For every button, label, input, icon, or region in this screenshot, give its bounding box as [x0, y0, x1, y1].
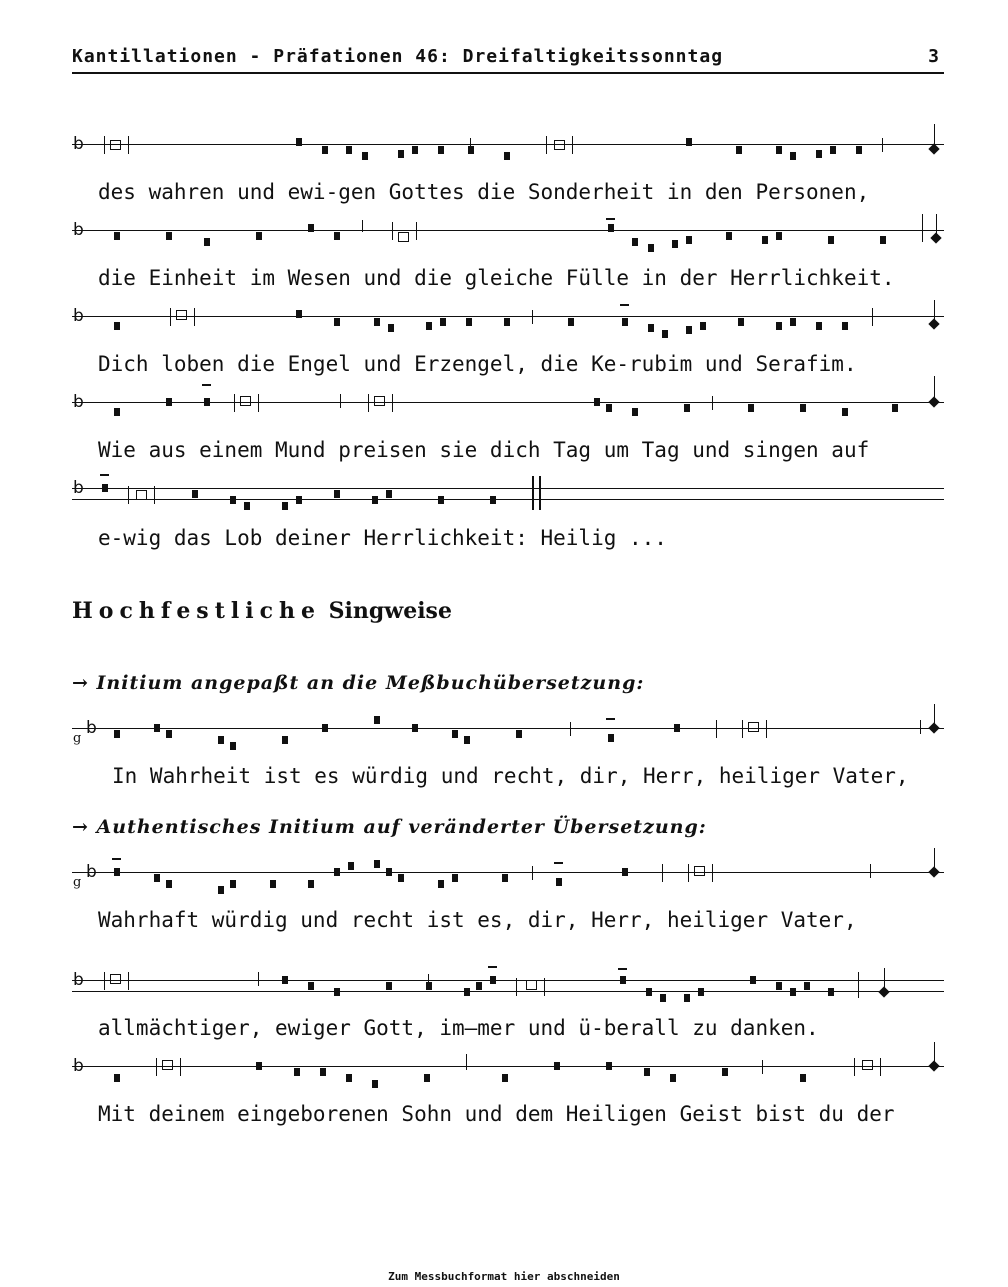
bar-line	[170, 308, 171, 326]
bar-line	[766, 720, 767, 738]
note	[700, 322, 706, 330]
note	[438, 146, 444, 154]
end-note	[928, 318, 939, 329]
episema	[620, 304, 629, 306]
note	[374, 716, 380, 724]
bar-line	[234, 394, 235, 412]
bar-line	[882, 138, 883, 152]
staff-line	[72, 991, 944, 992]
bar-line	[104, 136, 105, 154]
staff-line	[72, 728, 944, 729]
staff-7	[72, 864, 944, 894]
box-note	[176, 310, 187, 320]
note	[504, 152, 510, 160]
bar-line	[920, 720, 921, 734]
note	[308, 224, 314, 232]
note	[114, 322, 120, 330]
note	[346, 146, 352, 154]
note	[296, 496, 302, 504]
staff-line	[72, 980, 944, 981]
flat-sign: b	[73, 220, 84, 240]
note	[476, 982, 482, 990]
note	[684, 404, 690, 412]
lyric-line-5: e-wig das Lob deiner Herrlichkeit: Heilig ...	[98, 526, 667, 550]
note	[804, 982, 810, 990]
lyric-line-4: Wie aus einem Mund preisen sie dich Tag um Tag und singen auf	[98, 438, 870, 462]
lyric-festive-4: Mit deinem eingeborenen Sohn und dem Heiligen Geist bist du der	[98, 1102, 895, 1126]
note	[412, 724, 418, 732]
note	[686, 326, 692, 334]
staff-2	[72, 222, 944, 252]
note	[438, 880, 444, 888]
note	[662, 330, 668, 338]
note	[466, 318, 472, 326]
note	[452, 730, 458, 738]
end-note	[928, 722, 939, 733]
note	[346, 1074, 352, 1082]
bar-line	[716, 720, 717, 738]
bar-line	[854, 1058, 855, 1076]
note	[594, 398, 600, 406]
note	[282, 502, 288, 510]
note	[438, 496, 444, 504]
bar-line	[392, 222, 393, 240]
note	[230, 496, 236, 504]
note	[776, 232, 782, 240]
episema	[100, 474, 109, 476]
episema	[606, 718, 615, 720]
header-title: Kantillationen - Präfationen 46: Dreifaltigkeitssonntag	[72, 46, 724, 67]
lyric-festive-2: Wahrhaft würdig und recht ist es, dir, Herr, heiliger Vater,	[98, 908, 857, 932]
bar-line	[872, 308, 873, 326]
staff-line	[72, 144, 944, 145]
note	[800, 404, 806, 412]
bar-line	[154, 486, 155, 504]
box-note	[240, 396, 251, 406]
staff-9	[72, 1058, 944, 1088]
staff-line	[72, 499, 944, 500]
note	[334, 868, 340, 876]
note	[606, 404, 612, 412]
bar-line	[858, 972, 859, 998]
note	[386, 868, 392, 876]
note	[830, 146, 836, 154]
flat-sign: b	[86, 718, 97, 738]
note	[440, 318, 446, 326]
bar-line	[340, 394, 341, 408]
note	[468, 146, 474, 154]
note	[606, 1062, 612, 1070]
note	[554, 1062, 560, 1070]
note	[464, 988, 470, 996]
lyric-line-1: des wahren und ewi-gen Gottes die Sonderheit in den Personen,	[98, 180, 870, 204]
note	[372, 496, 378, 504]
note	[464, 736, 470, 744]
note	[412, 146, 418, 154]
note	[270, 880, 276, 888]
note	[790, 152, 796, 160]
bar-line	[544, 978, 545, 996]
box-note	[374, 396, 385, 406]
bar-line	[470, 138, 471, 152]
box-note	[162, 1060, 173, 1070]
box-note	[526, 980, 537, 990]
note	[762, 236, 768, 244]
staff-line	[72, 230, 944, 231]
note	[644, 1068, 650, 1076]
staff-4	[72, 394, 944, 424]
lyric-line-2: die Einheit im Wesen und die gleiche Fülle in der Herrlichkeit.	[98, 266, 895, 290]
end-note	[928, 866, 939, 877]
note	[622, 318, 628, 326]
flat-sign: b	[73, 134, 84, 154]
episema	[202, 384, 211, 386]
staff-6	[72, 720, 944, 750]
note	[308, 982, 314, 990]
note	[648, 324, 654, 332]
note	[296, 138, 302, 146]
end-note	[928, 143, 939, 154]
note	[374, 318, 380, 326]
staff-line	[72, 1066, 944, 1067]
double-bar	[532, 476, 541, 510]
note	[856, 146, 862, 154]
episema	[112, 858, 121, 860]
bar-line	[104, 972, 105, 990]
note	[698, 988, 704, 996]
note	[296, 310, 302, 318]
note	[816, 322, 822, 330]
end-note	[878, 986, 889, 997]
page-header	[72, 44, 944, 74]
note	[660, 994, 666, 1002]
note	[776, 146, 782, 154]
note	[114, 408, 120, 416]
note	[114, 730, 120, 738]
note	[502, 874, 508, 882]
note	[308, 880, 314, 888]
note	[632, 408, 638, 416]
bar-line	[712, 864, 713, 882]
bar-line	[516, 978, 517, 996]
note	[620, 976, 626, 984]
note	[374, 860, 380, 868]
note	[204, 398, 210, 406]
section-title-rest: Singweise	[328, 598, 452, 624]
box-note	[398, 232, 409, 242]
note	[334, 318, 340, 326]
note	[502, 1074, 508, 1082]
note	[362, 152, 368, 160]
note	[670, 1074, 676, 1082]
note	[726, 232, 732, 240]
bar-line	[532, 310, 533, 324]
note	[218, 736, 224, 744]
section-title-spaced: Hochfestliche	[72, 598, 321, 624]
bar-line	[572, 136, 573, 154]
page-number: 3	[928, 46, 940, 67]
flat-sign: b	[73, 478, 84, 498]
note	[800, 1074, 806, 1082]
episema	[488, 966, 497, 968]
flat-sign: b	[73, 970, 84, 990]
lyric-line-3: Dich loben die Engel und Erzengel, die Ke-rubim und Serafim.	[98, 352, 857, 376]
section-title	[72, 598, 452, 624]
bar-line	[368, 394, 369, 412]
note	[842, 408, 848, 416]
note	[398, 874, 404, 882]
bar-line	[762, 1060, 763, 1074]
note	[386, 982, 392, 990]
note	[568, 318, 574, 326]
box-note	[554, 140, 565, 150]
episema	[618, 968, 627, 970]
flat-sign: b	[86, 862, 97, 882]
note	[776, 322, 782, 330]
note	[294, 1068, 300, 1076]
bar-line	[416, 222, 417, 240]
note	[334, 232, 340, 240]
episema	[554, 862, 563, 864]
note	[880, 236, 886, 244]
staff-8	[72, 972, 944, 1002]
note	[776, 982, 782, 990]
end-note	[928, 1060, 939, 1071]
staff-3	[72, 308, 944, 338]
note	[398, 150, 404, 158]
note	[842, 322, 848, 330]
note	[646, 988, 652, 996]
note	[348, 862, 354, 870]
note	[114, 868, 120, 876]
bar-line	[128, 136, 129, 154]
note	[608, 734, 614, 742]
bar-line	[712, 396, 713, 410]
note	[320, 1068, 326, 1076]
note	[322, 146, 328, 154]
note	[244, 502, 250, 510]
flat-sign: b	[73, 306, 84, 326]
lyric-festive-3: allmächtiger, ewiger Gott, im—mer und ü-berall zu danken.	[98, 1016, 819, 1040]
note	[490, 496, 496, 504]
note	[334, 490, 340, 498]
note	[674, 724, 680, 732]
note	[608, 224, 614, 232]
staff-line	[72, 488, 944, 489]
note	[230, 880, 236, 888]
note	[686, 138, 692, 146]
note	[230, 742, 236, 750]
staff-1	[72, 136, 944, 166]
note	[426, 982, 432, 990]
staff-5	[72, 480, 944, 510]
note	[632, 238, 638, 246]
bar-line	[258, 394, 259, 412]
note	[828, 236, 834, 244]
note	[192, 490, 198, 498]
note	[386, 490, 392, 498]
end-note	[930, 232, 941, 243]
episema	[606, 218, 615, 220]
note	[256, 1062, 262, 1070]
end-bar	[922, 214, 923, 242]
note	[424, 1074, 430, 1082]
note	[622, 868, 628, 876]
bar-line	[466, 1054, 467, 1070]
bar-line	[870, 864, 871, 878]
note	[322, 724, 328, 732]
flat-sign: b	[73, 1056, 84, 1076]
box-note	[110, 974, 121, 984]
box-note	[136, 490, 147, 500]
note	[166, 398, 172, 406]
note	[686, 236, 692, 244]
bar-line	[428, 974, 429, 988]
box-note	[694, 866, 705, 876]
flat-sign: b	[73, 392, 84, 412]
note	[738, 318, 744, 326]
label-initium-adapted: → Initium angepaßt an die Meßbuchübersetzung:	[72, 672, 645, 694]
note	[504, 318, 510, 326]
note	[426, 322, 432, 330]
footer-cut-note: Zum Messbuchformat hier abschneiden	[388, 1270, 620, 1283]
note	[684, 994, 690, 1002]
bar-line	[662, 864, 663, 882]
note	[790, 318, 796, 326]
note	[828, 988, 834, 996]
bar-line	[688, 864, 689, 882]
note	[114, 232, 120, 240]
box-note	[748, 722, 759, 732]
bar-line	[180, 1058, 181, 1076]
note	[114, 1074, 120, 1082]
bar-line	[570, 722, 571, 736]
bar-line	[880, 1058, 881, 1076]
note	[648, 244, 654, 252]
note	[790, 988, 796, 996]
staff-line	[72, 402, 944, 403]
note	[154, 724, 160, 732]
lyric-festive-1: In Wahrheit ist es würdig und recht, dir, Herr, heiliger Vater,	[112, 764, 909, 788]
note	[166, 232, 172, 240]
bar-line	[362, 220, 363, 232]
note	[748, 404, 754, 412]
note	[816, 150, 822, 158]
note	[452, 874, 458, 882]
note	[218, 886, 224, 894]
staff-line	[72, 872, 944, 873]
bar-line	[392, 394, 393, 412]
note	[490, 976, 496, 984]
note	[750, 976, 756, 984]
bar-line	[546, 136, 547, 154]
note	[672, 240, 678, 248]
bar-line	[532, 866, 533, 880]
note	[556, 878, 562, 886]
note	[166, 730, 172, 738]
bar-line	[128, 972, 129, 990]
note	[334, 988, 340, 996]
note	[204, 238, 210, 246]
note	[892, 404, 898, 412]
note	[372, 1080, 378, 1088]
bar-line	[156, 1058, 157, 1076]
label-initium-authentic: → Authentisches Initium auf veränderter Übersetzung:	[72, 816, 707, 838]
note	[388, 324, 394, 332]
end-note	[928, 396, 939, 407]
note	[154, 874, 160, 882]
bar-line	[128, 486, 129, 504]
g-clef: g	[73, 875, 82, 890]
note	[516, 730, 522, 738]
note	[166, 880, 172, 888]
staff-line	[72, 316, 944, 317]
note	[282, 736, 288, 744]
note	[102, 484, 108, 492]
bar-line	[258, 972, 259, 986]
box-note	[862, 1060, 873, 1070]
note	[736, 146, 742, 154]
box-note	[110, 140, 121, 150]
bar-line	[194, 308, 195, 326]
note	[722, 1068, 728, 1076]
note	[256, 232, 262, 240]
bar-line	[742, 720, 743, 738]
note	[282, 976, 288, 984]
g-clef: g	[73, 731, 82, 746]
